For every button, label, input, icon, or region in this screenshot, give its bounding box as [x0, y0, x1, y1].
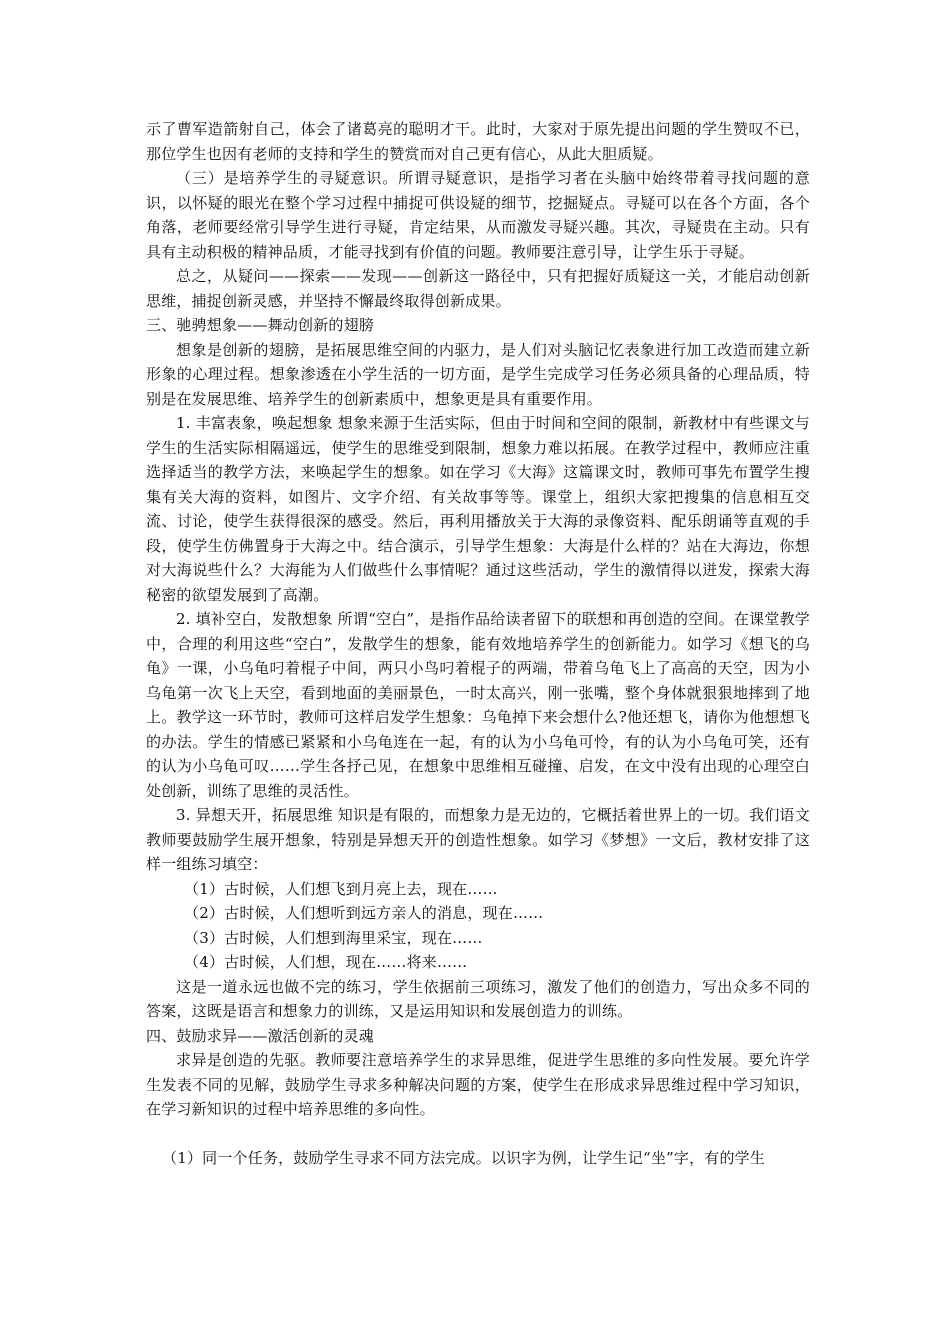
paragraph-summary: 总之，从疑问——探索——发现——创新这一路径中，只有把握好质疑这一关，才能启动创新思维，捕捉创新灵感，并坚持不懈最终取得创新成果。	[146, 267, 810, 310]
paragraph-exercise-comment: 这是一道永远也做不完的练习，学生依据前三项练习，激发了他们的创造力，写出众多不同的答案，这既是语言和想象力的训练，又是运用知识和发展创造力的训练。	[146, 977, 810, 1020]
paragraph-fill-blanks: 2. 填补空白，发散想象 所谓“空白”，是指作品给读者留下的联想和再创造的空间。在课堂教学中，合理的利用这些“空白”，发散学生的想象，能有效地培养学生的创新能力。如学习《想飞的乌龟》一课，小乌龟叼着棍子中间，两只小鸟叼着棍子的两端，带着乌龟飞上了高高的天空，因为小乌龟第一次飞上天空，看到地面的美丽景色，一时太高兴，刚一张嘴，整个身体就狠狠地摔到了地上。教学这一环节时，教师可这样启发学生想象：乌龟掉下来会想什么?他还想飞，请你为他想想飞的办法。学生的情感已紧紧和小乌龟连在一起，有的认为小乌龟可怜，有的认为小乌龟可笑，还有的认为小乌龟可叹……学生各抒己见，在想象中思维相互碰撞、启发，在文中没有出现的心理空白处创新，训练了思维的灵活性。	[146, 610, 810, 800]
paragraph-continuation: 示了曹军造箭射自己，体会了诸葛亮的聪明才干。此时，大家对于原先提出问题的学生赞叹不已，那位学生也因有老师的支持和学生的赞赏而对自己更有信心，从此大胆质疑。	[146, 120, 810, 163]
paragraph-doubt-awareness: （三）是培养学生的寻疑意识。所谓寻疑意识，是指学习者在头脑中始终带着寻找问题的意识，以怀疑的眼光在整个学习过程中捕捉可供设疑的细节，挖掘疑点。寻疑可以在各个方面，各个角落，老师要经常引导学生进行寻疑，肯定结果，从而激发寻疑兴趣。其次，寻疑贵在主动。只有具有主动积极的精神品质，才能寻找到有价值的问题。教师要注意引导，让学生乐于寻疑。	[146, 169, 810, 261]
paragraph-rich-imagery: 1. 丰富表象，唤起想象 想象来源于生活实际，但由于时间和空间的限制，新教材中有些课文与学生的生活实际相隔遥远，使学生的思维受到限制，想象力难以拓展。在教学过程中，教师应注重选择适当的教学方法，来唤起学生的想象。如在学习《大海》这篇课文时，教师可事先布置学生搜集有关大海的资料，如图片、文字介绍、有关故事等等。课堂上，组织大家把搜集的信息相互交流、讨论，使学生获得很深的感受。然后，再利用播放关于大海的录像资料、配乐朗诵等直观的手段，使学生仿佛置身于大海之中。结合演示，引导学生想象：大海是什么样的？站在大海边，你想对大海说些什么？大海能为人们做些什么事情呢？通过这些活动，学生的激情得以迸发，探索大海秘密的欲望发展到了高潮。	[146, 414, 810, 604]
section-heading-imagination: 三、驰骋想象——舞动创新的翅膀	[146, 316, 375, 334]
exercise-item-3: （3）古时候，人们想到海里采宝，现在……	[184, 928, 483, 947]
paragraph-same-task: （1）同一个任务，鼓励学生寻求不同方法完成。以识字为例，让学生记“坐”字，有的学生	[162, 1148, 766, 1167]
paragraph-divergent-thinking: 求异是创造的先驱。教师要注意培养学生的求异思维，促进学生思维的多向性发展。要允许学生发表不同的见解，鼓励学生寻求多种解决问题的方案，使学生在形成求异思维过程中学习知识，在学习新知识的过程中培养思维的多向性。	[146, 1051, 810, 1118]
paragraph-imagination-intro: 想象是创新的翅膀，是拓展思维空间的内驱力，是人们对头脑记忆表象进行加工改造而建立新形象的心理过程。想象渗透在小学生活的一切方面，是学生完成学习任务必须具备的心理品质，特别是在发展思维、培养学生的创新素质中，想象更是具有重要作用。	[146, 340, 810, 408]
exercise-item-4: （4）古时候，人们想，现在……将来……	[184, 953, 468, 971]
exercise-item-2: （2）古时候，人们想听到远方亲人的消息，现在……	[184, 904, 544, 922]
paragraph-wild-imagination: 3. 异想天开，拓展思维 知识是有限的，而想象力是无边的，它概括着世界上的一切。我们语文教师要鼓励学生展开想象，特别是异想天开的创造性想象。如学习《梦想》一文后，教材安排了这样一组练习填空：	[146, 806, 810, 873]
paragraph-gap	[146, 1122, 810, 1146]
section-heading-divergence: 四、鼓励求异——激活创新的灵魂	[146, 1026, 375, 1045]
document-body	[146, 117, 810, 1170]
exercise-item-1: （1）古时候，人们想飞到月亮上去，现在……	[184, 879, 498, 898]
